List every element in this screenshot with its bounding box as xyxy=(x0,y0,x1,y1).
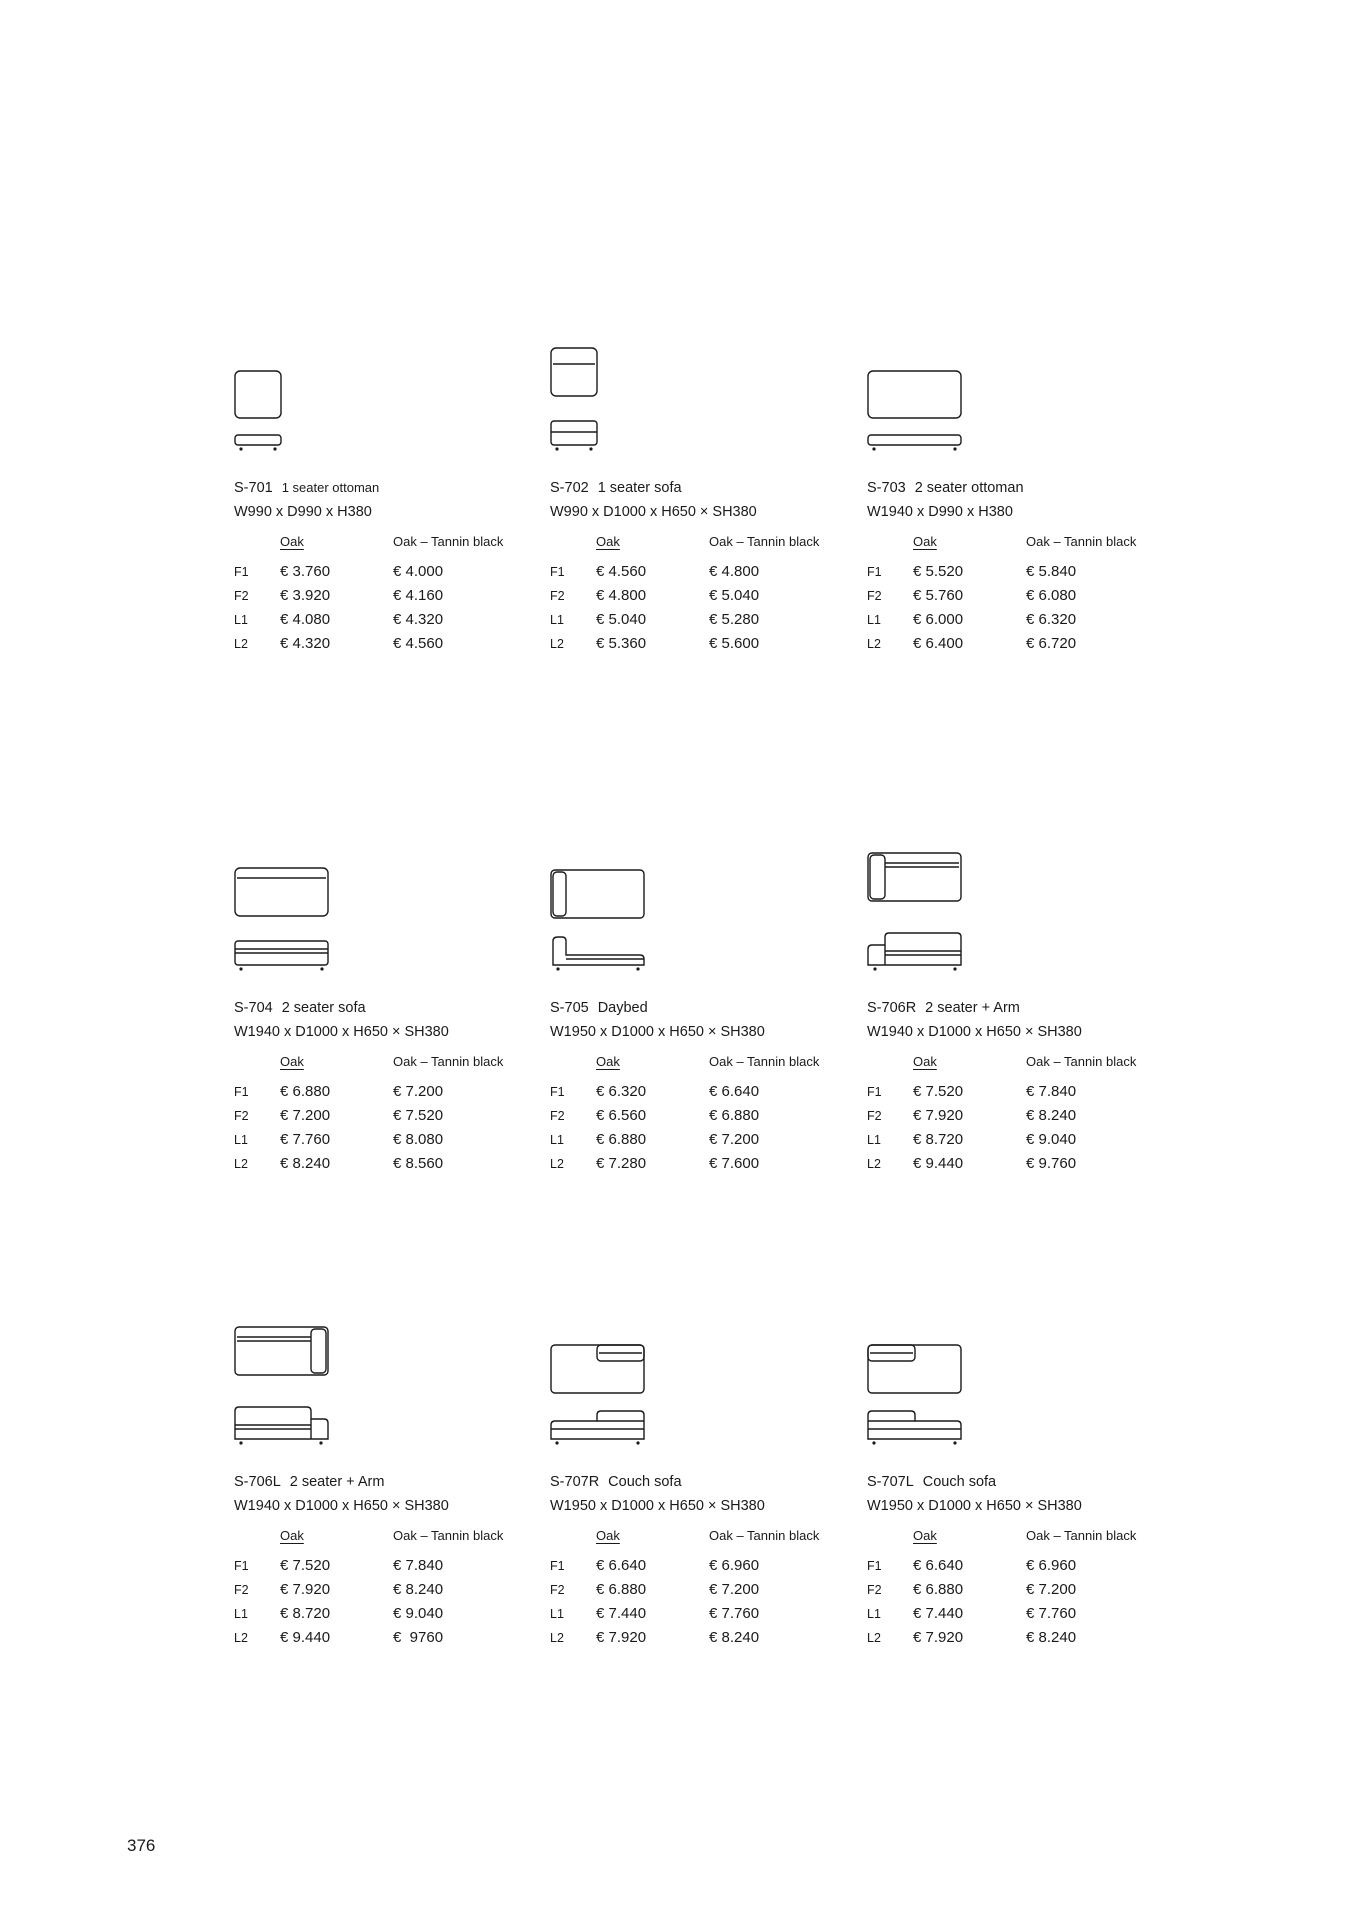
price-oak-tannin: € 8.240 xyxy=(1026,1107,1077,1124)
price-oak-tannin: € 7.600 xyxy=(709,1155,760,1172)
price-oak: € 7.280 xyxy=(596,1155,647,1172)
price-row xyxy=(234,1083,534,1107)
price-row xyxy=(550,1083,850,1107)
grade-label: L1 xyxy=(867,1607,881,1621)
product-title xyxy=(234,480,379,496)
price-oak: € 5.760 xyxy=(913,587,964,604)
oak-column-header: Oak xyxy=(280,1054,304,1069)
oak-column-header: Oak xyxy=(280,1528,304,1543)
oak-tannin-column-header: Oak – Tannin black xyxy=(709,534,820,549)
price-row xyxy=(550,563,850,587)
price-oak: € 5.040 xyxy=(596,611,647,628)
oak-column-header: Oak xyxy=(596,1528,620,1543)
price-oak-tannin: € 7.760 xyxy=(1026,1605,1077,1622)
price-row xyxy=(550,1107,850,1131)
price-row xyxy=(234,1581,534,1605)
product-title xyxy=(550,1474,682,1490)
price-oak-tannin: € 8.080 xyxy=(393,1131,444,1148)
price-oak: € 6.880 xyxy=(280,1083,331,1100)
price-oak-tannin: € 6.960 xyxy=(1026,1557,1077,1574)
product-dimensions: W1940 x D1000 x H650 × SH380 xyxy=(234,1498,449,1514)
product-title xyxy=(867,1000,1020,1016)
price-row xyxy=(867,563,1167,587)
price-oak: € 7.520 xyxy=(913,1083,964,1100)
product-name: 2 seater ottoman xyxy=(914,480,1024,496)
product-dimensions: W990 x D990 x H380 xyxy=(234,504,372,520)
product-code: S-707L xyxy=(867,1474,914,1490)
price-oak: € 7.920 xyxy=(913,1629,964,1646)
price-row xyxy=(234,1605,534,1629)
price-row xyxy=(867,1629,1167,1653)
price-oak-tannin: € 6.960 xyxy=(709,1557,760,1574)
oak-tannin-column-header: Oak – Tannin black xyxy=(1026,1054,1137,1069)
price-oak: € 6.320 xyxy=(596,1083,647,1100)
grade-label: F1 xyxy=(550,1085,565,1099)
product-name: Daybed xyxy=(597,1000,648,1016)
couch-sofa-drawing xyxy=(867,1365,1167,1480)
price-oak-tannin: € 8.240 xyxy=(709,1629,760,1646)
price-oak-tannin: € 5.040 xyxy=(709,587,760,604)
price-row xyxy=(867,1083,1167,1107)
grade-label: F1 xyxy=(234,1085,249,1099)
price-row xyxy=(867,1131,1167,1155)
price-row xyxy=(550,1605,850,1629)
price-oak: € 9.440 xyxy=(913,1155,964,1172)
price-oak: € 4.080 xyxy=(280,611,331,628)
price-oak: € 6.400 xyxy=(913,635,964,652)
price-row xyxy=(550,1131,850,1155)
product-name: 1 seater sofa xyxy=(597,480,682,496)
price-row xyxy=(867,1155,1167,1179)
grade-label: L1 xyxy=(234,613,248,627)
price-oak: € 8.720 xyxy=(913,1131,964,1148)
price-oak-tannin: € 7.200 xyxy=(709,1131,760,1148)
price-oak: € 7.440 xyxy=(913,1605,964,1622)
grade-label: F2 xyxy=(867,589,882,603)
price-oak-tannin: € 7.840 xyxy=(393,1557,444,1574)
product-title xyxy=(867,1474,996,1490)
product-dimensions: W1950 x D1000 x H650 × SH380 xyxy=(550,1024,765,1040)
oak-tannin-column-header: Oak – Tannin black xyxy=(1026,534,1137,549)
price-oak-tannin: € 7.520 xyxy=(393,1107,444,1124)
product-name: Couch sofa xyxy=(608,1474,682,1490)
price-row xyxy=(867,587,1167,611)
price-oak: € 3.760 xyxy=(280,563,331,580)
price-oak-tannin: € 4.000 xyxy=(393,563,444,580)
product-code: S-701 xyxy=(234,480,273,496)
product-title xyxy=(867,480,1024,496)
grade-label: F1 xyxy=(867,565,882,579)
price-oak-tannin: € 5.600 xyxy=(709,635,760,652)
oak-column-header: Oak xyxy=(596,1054,620,1069)
daybed-drawing xyxy=(550,891,850,1006)
oak-tannin-column-header: Oak – Tannin black xyxy=(393,1054,504,1069)
price-row xyxy=(234,1155,534,1179)
price-row xyxy=(234,587,534,611)
price-oak: € 5.360 xyxy=(596,635,647,652)
product-title xyxy=(550,1000,648,1016)
grade-label: L1 xyxy=(867,613,881,627)
grade-label: F1 xyxy=(867,1559,882,1573)
grade-label: F2 xyxy=(867,1583,882,1597)
product-dimensions: W1950 x D1000 x H650 × SH380 xyxy=(550,1498,765,1514)
price-oak-tannin: € 4.320 xyxy=(393,611,444,628)
price-oak-tannin: € 9760 xyxy=(393,1629,444,1646)
product-code: S-703 xyxy=(867,480,906,496)
price-oak: € 6.000 xyxy=(913,611,964,628)
price-oak-tannin: € 7.760 xyxy=(709,1605,760,1622)
grade-label: L1 xyxy=(234,1133,248,1147)
price-row xyxy=(234,1131,534,1155)
product-name: Couch sofa xyxy=(922,1474,997,1490)
product-name: 2 seater sofa xyxy=(281,1000,366,1016)
oak-tannin-column-header: Oak – Tannin black xyxy=(393,1528,504,1543)
oak-tannin-column-header: Oak – Tannin black xyxy=(393,534,504,549)
oak-tannin-column-header: Oak – Tannin black xyxy=(709,1054,820,1069)
price-oak-tannin: € 7.200 xyxy=(709,1581,760,1598)
grade-label: L1 xyxy=(550,1133,564,1147)
grade-label: L1 xyxy=(550,1607,564,1621)
oak-tannin-column-header: Oak – Tannin black xyxy=(1026,1528,1137,1543)
product-dimensions: W1950 x D1000 x H650 × SH380 xyxy=(867,1498,1082,1514)
price-row xyxy=(234,1107,534,1131)
price-oak: € 4.560 xyxy=(596,563,647,580)
couch-sofa-drawing xyxy=(550,1365,850,1480)
page-number: 376 xyxy=(127,1836,156,1855)
grade-label: F1 xyxy=(550,565,565,579)
price-oak-tannin: € 4.560 xyxy=(393,635,444,652)
ottoman-drawing xyxy=(234,371,534,486)
oak-column-header: Oak xyxy=(596,534,620,549)
price-oak: € 3.920 xyxy=(280,587,331,604)
grade-label: F2 xyxy=(867,1109,882,1123)
product-title xyxy=(234,1474,384,1490)
price-row xyxy=(867,1557,1167,1581)
product-dimensions: W1940 x D990 x H380 xyxy=(867,504,1013,520)
price-oak-tannin: € 6.720 xyxy=(1026,635,1077,652)
price-oak: € 7.760 xyxy=(280,1131,331,1148)
grade-label: L1 xyxy=(867,1133,881,1147)
price-oak: € 7.920 xyxy=(913,1107,964,1124)
price-row xyxy=(550,587,850,611)
price-oak-tannin: € 6.640 xyxy=(709,1083,760,1100)
oak-tannin-column-header: Oak – Tannin black xyxy=(709,1528,820,1543)
price-row xyxy=(550,635,850,659)
product-code: S-707R xyxy=(550,1474,600,1490)
grade-label: L2 xyxy=(867,1157,881,1171)
oak-column-header: Oak xyxy=(913,1054,937,1069)
price-oak-tannin: € 5.840 xyxy=(1026,563,1077,580)
product-code: S-704 xyxy=(234,1000,273,1016)
grade-label: L2 xyxy=(234,1157,248,1171)
price-oak: € 6.880 xyxy=(913,1581,964,1598)
product-title xyxy=(550,480,682,496)
grade-label: F1 xyxy=(234,565,249,579)
price-oak: € 6.880 xyxy=(596,1131,647,1148)
price-oak-tannin: € 8.240 xyxy=(393,1581,444,1598)
product-dimensions: W1940 x D1000 x H650 × SH380 xyxy=(234,1024,449,1040)
price-oak-tannin: € 7.200 xyxy=(1026,1581,1077,1598)
price-row xyxy=(867,1581,1167,1605)
grade-label: L2 xyxy=(550,637,564,651)
product-code: S-702 xyxy=(550,480,589,496)
price-oak-tannin: € 8.560 xyxy=(393,1155,444,1172)
sofa-drawing xyxy=(550,371,850,486)
oak-column-header: Oak xyxy=(913,1528,937,1543)
grade-label: F2 xyxy=(550,1109,565,1123)
price-oak-tannin: € 9.760 xyxy=(1026,1155,1077,1172)
price-row xyxy=(867,611,1167,635)
price-row xyxy=(867,1107,1167,1131)
price-oak-tannin: € 8.240 xyxy=(1026,1629,1077,1646)
price-row xyxy=(234,635,534,659)
price-oak-tannin: € 6.880 xyxy=(709,1107,760,1124)
price-oak-tannin: € 7.200 xyxy=(393,1083,444,1100)
grade-label: F2 xyxy=(234,1109,249,1123)
price-oak-tannin: € 4.160 xyxy=(393,587,444,604)
price-oak-tannin: € 6.320 xyxy=(1026,611,1077,628)
price-row xyxy=(550,1155,850,1179)
grade-label: F2 xyxy=(234,589,249,603)
price-oak: € 9.440 xyxy=(280,1629,331,1646)
grade-label: L2 xyxy=(550,1631,564,1645)
grade-label: L2 xyxy=(867,637,881,651)
product-code: S-706R xyxy=(867,1000,917,1016)
product-code: S-705 xyxy=(550,1000,589,1016)
price-row xyxy=(234,563,534,587)
price-row xyxy=(550,1581,850,1605)
grade-label: F1 xyxy=(234,1559,249,1573)
price-oak: € 6.560 xyxy=(596,1107,647,1124)
product-code: S-706L xyxy=(234,1474,281,1490)
price-oak: € 4.800 xyxy=(596,587,647,604)
price-oak: € 8.720 xyxy=(280,1605,331,1622)
price-row xyxy=(234,611,534,635)
price-oak-tannin: € 7.840 xyxy=(1026,1083,1077,1100)
product-name: 2 seater + Arm xyxy=(925,1000,1020,1016)
product-dimensions: W1940 x D1000 x H650 × SH380 xyxy=(867,1024,1082,1040)
price-oak: € 7.520 xyxy=(280,1557,331,1574)
price-oak: € 6.640 xyxy=(913,1557,964,1574)
price-row xyxy=(234,1629,534,1653)
price-row xyxy=(867,1605,1167,1629)
grade-label: F1 xyxy=(867,1085,882,1099)
price-row xyxy=(550,1629,850,1653)
grade-label: F2 xyxy=(550,1583,565,1597)
price-oak: € 7.920 xyxy=(280,1581,331,1598)
price-oak-tannin: € 9.040 xyxy=(1026,1131,1077,1148)
price-oak: € 7.920 xyxy=(596,1629,647,1646)
price-oak: € 7.440 xyxy=(596,1605,647,1622)
grade-label: L2 xyxy=(867,1631,881,1645)
price-row xyxy=(550,1557,850,1581)
sofa-drawing xyxy=(234,891,534,1006)
price-oak: € 5.520 xyxy=(913,563,964,580)
price-oak-tannin: € 9.040 xyxy=(393,1605,444,1622)
price-row xyxy=(867,635,1167,659)
product-name: 2 seater + Arm xyxy=(289,1474,385,1490)
product-title xyxy=(234,1000,366,1016)
price-oak-tannin: € 4.800 xyxy=(709,563,760,580)
price-oak: € 6.880 xyxy=(596,1581,647,1598)
oak-column-header: Oak xyxy=(913,534,937,549)
sofa-arm-drawing xyxy=(234,1365,534,1480)
price-oak: € 6.640 xyxy=(596,1557,647,1574)
grade-label: F2 xyxy=(234,1583,249,1597)
oak-column-header: Oak xyxy=(280,534,304,549)
price-oak: € 4.320 xyxy=(280,635,331,652)
grade-label: F1 xyxy=(550,1559,565,1573)
price-oak: € 8.240 xyxy=(280,1155,331,1172)
grade-label: L2 xyxy=(234,637,248,651)
grade-label: L1 xyxy=(234,1607,248,1621)
sofa-arm-drawing xyxy=(867,891,1167,1006)
ottoman-drawing xyxy=(867,371,1167,486)
grade-label: L2 xyxy=(234,1631,248,1645)
price-row xyxy=(234,1557,534,1581)
product-dimensions: W990 x D1000 x H650 × SH380 xyxy=(550,504,757,520)
grade-label: F2 xyxy=(550,589,565,603)
price-oak: € 7.200 xyxy=(280,1107,331,1124)
price-oak-tannin: € 5.280 xyxy=(709,611,760,628)
grade-label: L1 xyxy=(550,613,564,627)
grade-label: L2 xyxy=(550,1157,564,1171)
price-row xyxy=(550,611,850,635)
price-oak-tannin: € 6.080 xyxy=(1026,587,1077,604)
product-name: 1 seater ottoman xyxy=(281,480,380,495)
